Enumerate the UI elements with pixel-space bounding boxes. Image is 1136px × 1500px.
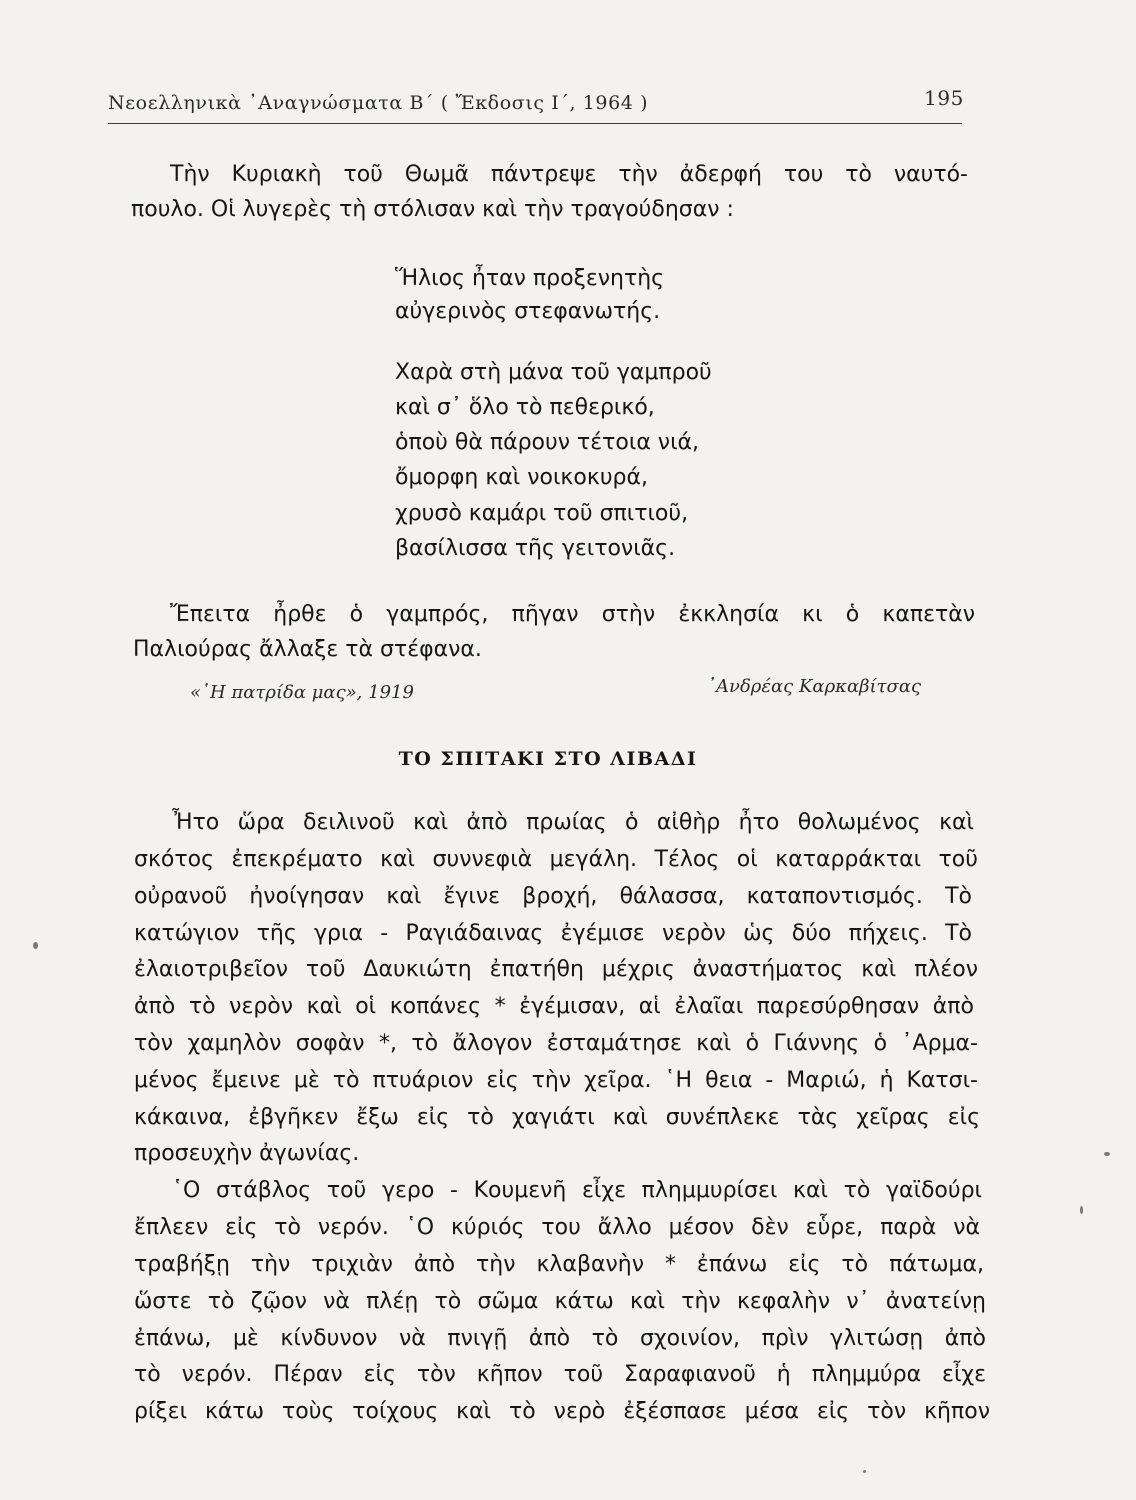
scan-speck [863, 1470, 866, 1473]
paragraph-line: προσευχὴν ἀγωνίας. [134, 1141, 360, 1166]
paragraph-line: Τὴν Κυριακὴ τοῦ Θωμᾶ πάντρεψε τὴν ἀδερφή του τὸ ναυτό- [170, 162, 968, 187]
scan-speck [1104, 1152, 1110, 1156]
paragraph-line: ἐπάνω, μὲ κίνδυνον νὰ πνιγῇ ἀπὸ τὸ σχοινίον, πρὶν γλιτώσῃ ἀπὸ [134, 1326, 986, 1351]
paragraph-line: τὸ νερόν. Πέραν εἰς τὸν κῆπον τοῦ Σαραφιανοῦ ἡ πλημμύρα εἶχε [134, 1362, 986, 1387]
paragraph-line: κάκαινα, ἐβγῆκεν ἔξω εἰς τὸ χαγιάτι καὶ συνέπλεκε τὰς χεῖρας εἰς [134, 1105, 980, 1130]
paragraph-line: ρίξει κάτω τοὺς τοίχους καὶ τὸ νερὸ ἐξέσπασε μέσα εἰς τὸν κῆπον [134, 1399, 990, 1424]
poem-line: ὁποὺ θὰ πάρουν τέτοια νιά, [395, 430, 700, 455]
paragraph-line: Παλιούρας ἄλλαξε τὰ στέφανα. [133, 637, 482, 662]
poem-line: χρυσὸ καμάρι τοῦ σπιτιοῦ, [395, 501, 689, 526]
source-citation: «῾Η πατρίδα μας», 1919 [190, 682, 414, 703]
paragraph-line: πουλο. Οἱ λυγερὲς τὴ στόλισαν καὶ τὴν τραγούδησαν : [131, 197, 734, 222]
scan-speck [1080, 1206, 1083, 1214]
scan-speck [33, 942, 38, 949]
paragraph-line: κατώγιον τῆς γρια - Ραγιάδαινας ἐγέμισε νερὸν ὡς δύο πήχεις. Τὸ [134, 921, 972, 946]
author-name: ᾿Ανδρέας Καρκαβίτσας [707, 676, 922, 697]
paragraph-line: ἐλαιοτριβεῖον τοῦ Δαυκιώτη ἐπατήθη μέχρις ἀναστήματος καὶ πλέον [134, 957, 978, 982]
paragraph-line: ῾Ο στάβλος τοῦ γερο - Κουμενῆ εἶχε πλημμυρίσει καὶ τὸ γαϊδούρι [172, 1178, 982, 1203]
poem-line: Ἥλιος ἦταν προξενητὴς [395, 266, 665, 291]
paragraph-line: ὥστε τὸ ζῷον νὰ πλέῃ τὸ σῶμα κάτω καὶ τὴν κεφαλὴν ν᾿ ἀνατείνῃ [134, 1289, 986, 1314]
section-title: ΤΟ ΣΠΙΤΑΚΙ ΣΤΟ ΛΙΒΑΔΙ [398, 748, 698, 770]
header-title: Νεοελληνικὰ ᾿Αναγνώσματα Β´ ( Ἔκδοσις Ι´, 1964 ) [108, 92, 649, 114]
poem-line: καὶ σ᾿ ὅλο τὸ πεθερικό, [395, 395, 655, 420]
paragraph-line: ἀπὸ τὸ νερὸν καὶ οἱ κοπάνες * ἐγέμισαν, αἱ ἐλαῖαι παρεσύρθησαν ἀπὸ [134, 994, 974, 1019]
paragraph-line: τραβήξῃ τὴν τριχιὰν ἀπὸ τὴν κλαβανὴν * ἐπάνω εἰς τὸ πάτωμα, [134, 1252, 984, 1277]
paragraph-line: τὸν χαμηλὸν σοφὰν *, τὸ ἄλογον ἐσταμάτησε καὶ ὁ Γιάννης ὁ ᾿Αρμα- [134, 1031, 978, 1056]
paragraph-line: μένος ἔμεινε μὲ τὸ πτυάριον εἰς τὴν χεῖρα. ῾Η θεια - Μαριώ, ἡ Κατσι- [134, 1068, 978, 1093]
paragraph-line: σκότος ἐπεκρέματο καὶ συννεφιὰ μεγάλη. Τέλος οἱ καταρράκται τοῦ [134, 847, 978, 872]
poem-line: ὄμορφη καὶ νοικοκυρά, [395, 465, 649, 490]
paragraph-line: οὐρανοῦ ἠνοίγησαν καὶ ἔγινε βροχή, θάλασσα, καταποντισμός. Τὸ [134, 884, 972, 909]
paragraph-line: Ἔπειτα ἦρθε ὁ γαμπρός, πῆγαν στὴν ἐκκλησία κι ὁ καπετὰν [170, 602, 975, 627]
header-rule [108, 123, 962, 124]
paragraph-line: Ἦτο ὥρα δειλινοῦ καὶ ἀπὸ πρωίας ὁ αἰθὴρ ἦτο θολωμένος καὶ [172, 810, 974, 835]
paragraph-line: ἔπλεεν εἰς τὸ νερόν. ῾Ο κύριός του ἄλλο μέσον δὲν εὗρε, παρὰ νὰ [134, 1215, 980, 1240]
poem-line: βασίλισσα τῆς γειτονιᾶς. [395, 536, 676, 561]
poem-line: Χαρὰ στὴ μάνα τοῦ γαμπροῦ [395, 360, 712, 385]
running-header [108, 86, 964, 120]
page-number: 195 [924, 86, 964, 110]
poem-line: αὐγερινὸς στεφανωτής. [395, 299, 661, 324]
